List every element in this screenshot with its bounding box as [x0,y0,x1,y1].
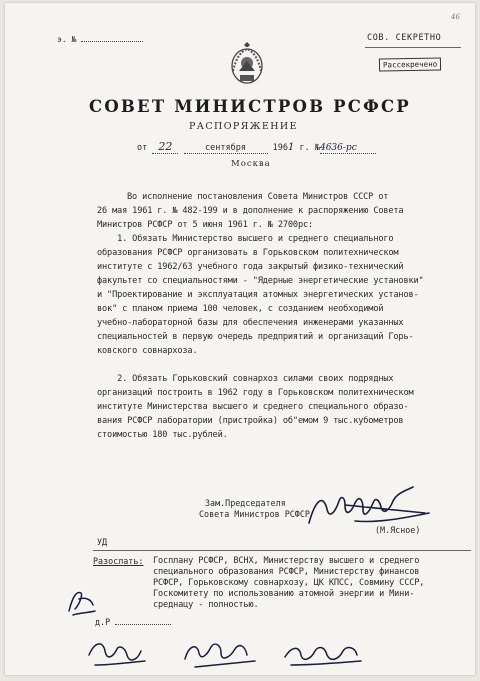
body-line: вания РСФСР лаборатории (пристройка) об"емом 9 тыс.кубометров [97,416,404,426]
body-line: 1. Обязать Министерство высшего и среднего специального [97,234,394,244]
declassified-stamp: Рассекречено [379,57,441,71]
body-line: образования РСФСР организовать в Горьковском политехническом [97,248,399,258]
dr-label: д.Р [95,617,111,627]
body-line: институте Министерства высшего и среднего специального образо- [97,402,409,412]
body-line: специальностей в первую очередь предприятий и организаций Горь- [97,332,414,342]
classification-underline [365,47,461,48]
date-year: 1961 [272,142,295,153]
distribution-line: среднацу - полностью. [153,600,259,610]
distribution-line: Госкомитету по использованию атомной энергии и Мини- [153,589,415,599]
signature-position-line2: Совета Министров РСФСР [199,509,310,519]
distribution-label: Разослать: [93,556,144,566]
body-line: вок" с планом приема 100 человек, с созданием необходимой [97,304,384,314]
document-type: РАСПОРЯЖЕНИЕ [189,121,298,132]
date-month-field [184,143,268,154]
dr-blank [115,624,171,625]
rsfsr-emblem-icon [227,41,267,89]
body-line: 2. Обязать Горьковский совнархоз силами своих подрядных [97,374,394,384]
footer-divider [93,550,471,551]
page-title: СОВЕТ МИНИСТРОВ РСФСР [89,97,411,116]
handwritten-signature-icon [305,483,440,531]
corner-archive-note: 46 [451,13,460,21]
signature-position-line1: Зам.Председателя [205,498,286,508]
document-number-blank [81,41,143,42]
dr-field [95,617,171,627]
body-line: Во исполнение постановления Совета Министров СССР от [127,192,389,202]
body-line: учебно-лабораторной базы для обеспечения инженерами указанных [97,318,404,328]
margin-initial-icon [65,585,99,619]
body-line: стоимостью 180 тыс.рублей. [97,430,228,440]
date-prefix: от [137,143,148,153]
date-line [137,140,376,154]
body-line: факультет со специальностями - "Ядерные энергетические установки" [97,276,424,286]
body-line: Министров РСФСР от 5 июня 1961 г. № 2700рс: [97,220,314,230]
body-line: институте с 1962/63 учебного года закрытый физико-технический [97,262,404,272]
document-page [5,3,475,675]
document-number-field [57,35,143,44]
ud-label: УД [97,537,108,547]
document-number-label: э. № [57,35,77,44]
date-month: сентября [205,143,246,153]
body-line: ковского совнархоза. [97,346,198,356]
classification-mark: СОВ. СЕКРЕТНО [367,33,442,43]
distribution-line: РСФСР, Горьковскому совнархозу, ЦК КПСС, Совмину СССР, [153,578,425,588]
date-day-field [152,140,178,154]
body-line: организаций построить в 1962 году в Горьковском политехническом [97,388,414,398]
order-number-label: № [314,143,320,153]
date-day: 22 [158,140,173,153]
body-line: и "Проектирование и эксплуатация атомных энергетических установ- [97,290,419,300]
city: Москва [231,159,271,169]
bottom-signatures-icon [85,635,415,673]
body-line: 26 мая 1961 г. № 482-199 и в дополнение к распоряжению Совета [97,206,404,216]
order-number: 4636-рс [320,143,376,154]
signatory-name: (М.Ясное) [375,525,421,535]
date-year-label: г. [299,143,310,153]
distribution-line: специального образования РСФСР, Министерству финансов [153,567,420,577]
distribution-line: Госплану РСФСР, ВСНХ, Министерству высшего и среднего [153,556,420,566]
